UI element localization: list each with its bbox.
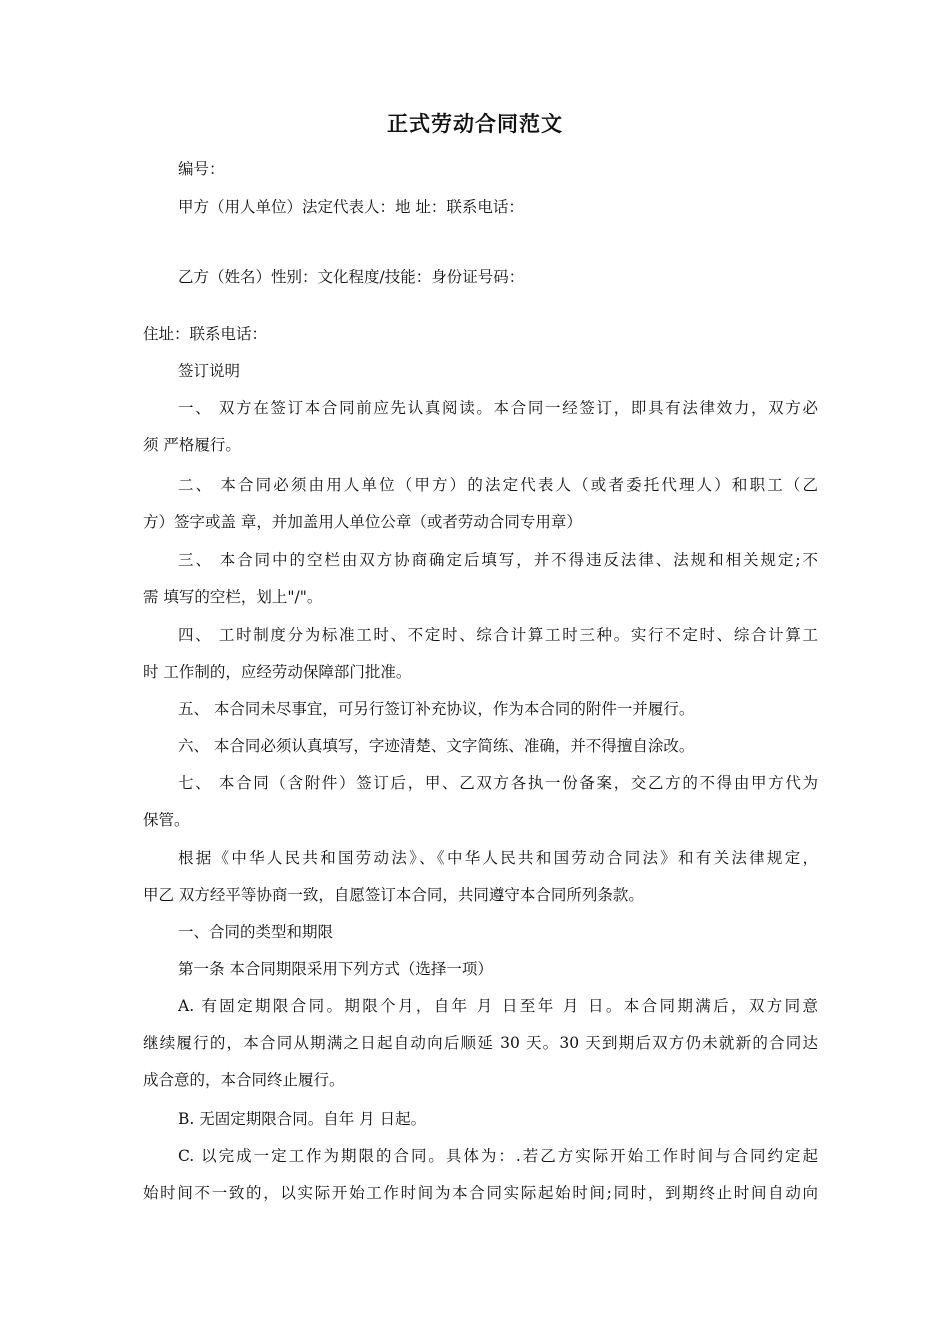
paragraph-line: 甲乙 双方经平等协商一致，自愿签订本合同，共同遵守本合同所列条款。 (143, 886, 644, 904)
paragraph-line: 签订说明 (178, 362, 241, 380)
paragraph-line: 五、 本合同未尽事宜，可另行签订补充协议，作为本合同的附件一并履行。 (178, 700, 695, 718)
paragraph-line: 住址：联系电话： (143, 325, 268, 343)
paragraph-line: 四、 工时制度分为标准工时、不定时、综合计算工时三种。实行不定时、综合计算工 (178, 626, 818, 644)
paragraph-line: 需 填写的空栏，划上"/"。 (143, 588, 323, 606)
paragraph-line: 一、 双方在签订本合同前应先认真阅读。本合同一经签订，即具有法律效力，双方必 (178, 399, 818, 417)
paragraph-line: 编号： (178, 160, 225, 178)
paragraph-line: 根据《中华人民共和国劳动法》、《中华人民共和国劳动合同法》和有关法律规定， (178, 849, 818, 867)
paragraph-line: 时 工作制的，应经劳动保障部门批准。 (143, 663, 412, 681)
paragraph-line: 二、 本合同必须由用人单位（甲方）的法定代表人（或者委托代理人）和职工（乙 (178, 476, 818, 494)
document-title: 正式劳动合同范文 (387, 111, 563, 136)
paragraph-line: 方）签字或盖 章，并加盖用人单位公章（或者劳动合同专用章） (143, 513, 582, 531)
paragraph-line: 继续履行的，本合同从期满之日起自动向后顺延 30 天。30 天到期后双方仍未就新的合同达 (143, 1034, 818, 1052)
paragraph-line: 须 严格履行。 (143, 436, 241, 454)
paragraph-line: 六、 本合同必须认真填写，字迹清楚、文字简练、准确，并不得擅自涂改。 (178, 737, 695, 755)
paragraph-line: 甲方（用人单位）法定代表人：地 址：联系电话： (178, 198, 524, 216)
paragraph-line: A. 有固定期限合同。期限个月，自年 月 日至年 月 日。本合同期满后，双方同意 (178, 997, 818, 1015)
paragraph-line: 七、 本合同（含附件）签订后，甲、乙双方各执一份备案，交乙方的不得由甲方代为 (178, 774, 818, 792)
paragraph-line: 始时间不一致的，以实际开始工作时间为本合同实际起始时间;同时，到期终止时间自动向 (143, 1184, 818, 1202)
paragraph-line: 一、合同的类型和期限 (178, 923, 334, 941)
paragraph-line: 第一条 本合同期限采用下列方式（选择一项） (178, 960, 493, 978)
paragraph-line: C. 以完成一定工作为期限的合同。具体为：.若乙方实际开始工作时间与合同约定起 (178, 1147, 818, 1165)
paragraph-line: 乙方（姓名）性别：文化程度/技能：身份证号码： (178, 268, 525, 286)
paragraph-line: 保管。 (143, 811, 190, 829)
paragraph-line: 成合意的，本合同终止履行。 (143, 1071, 345, 1089)
paragraph-line: 三、 本合同中的空栏由双方协商确定后填写，并不得违反法律、法规和相关规定;不 (178, 551, 818, 569)
paragraph-line: B. 无固定期限合同。自年 月 日起。 (178, 1110, 427, 1128)
